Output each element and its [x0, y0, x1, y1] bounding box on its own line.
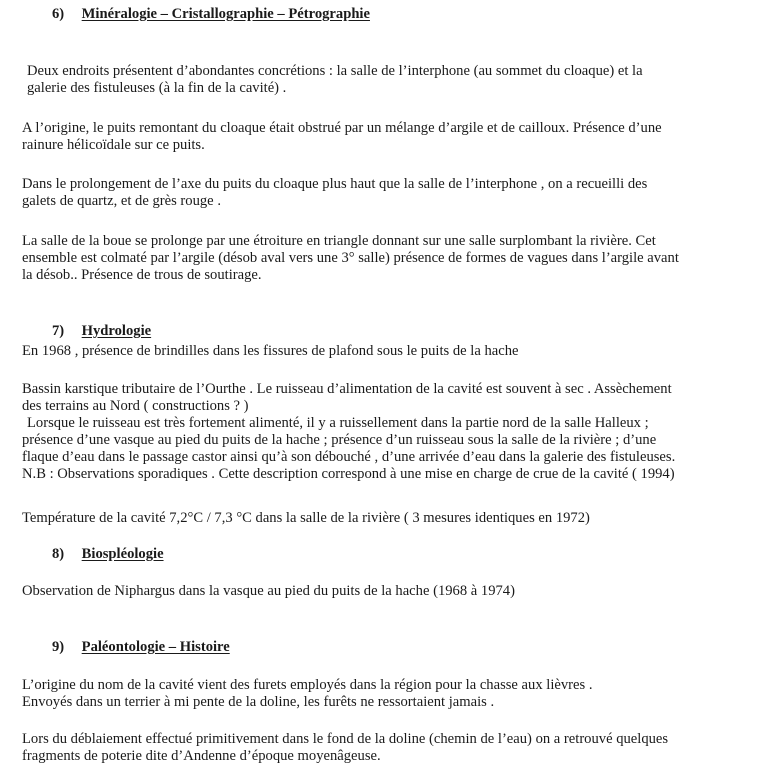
paragraph [27, 63, 767, 97]
text-line: Dans le prolongement de l’axe du puits du cloaque plus haut que la salle de l’interphone , on a recueilli des [22, 176, 648, 192]
section-title: Minéralogie – Cristallographie – Pétrographie [81, 6, 370, 22]
paragraph [22, 120, 762, 154]
section-title: Biospléologie [81, 546, 164, 562]
text-line: Deux endroits présentent d’abondantes concrétions : la salle de l’interphone (au sommet du cloaque) et la [27, 63, 643, 79]
text-line: fragments de poterie dite d’Andenne d’époque moyenâgeuse. [22, 748, 381, 764]
paragraph [22, 731, 762, 765]
text-line: L’origine du nom de la cavité vient des furets employés dans la région pour la chasse aux lièvres . [22, 677, 593, 693]
paragraph [22, 176, 762, 210]
text-line: Bassin karstique tributaire de l’Ourthe . Le ruisseau d’alimentation de la cavité est souvent à sec . Assèchement [22, 381, 672, 397]
section-heading-mineralogie [52, 6, 370, 23]
section-heading-hydrologie [52, 323, 151, 340]
paragraph [22, 510, 762, 527]
section-heading-biospeleologie [52, 546, 164, 563]
section-title: Hydrologie [81, 323, 152, 339]
text-line: flaque d’eau dans le passage castor ainsi qu’à son débouché , d’une arrivée d’eau dans la galerie des fistuleuses. [22, 449, 676, 465]
paragraph [22, 233, 762, 284]
section-number: 6) [52, 6, 65, 22]
section-number: 7) [52, 323, 65, 339]
text-line: En 1968 , présence de brindilles dans les fissures de plafond sous le puits de la hache [22, 343, 519, 359]
text-line: la désob.. Présence de trous de soutirage. [22, 267, 262, 283]
section-title: Paléontologie – Histoire [81, 639, 230, 655]
paragraph [22, 343, 762, 360]
text-line: Température de la cavité 7,2°C / 7,3 °C dans la salle de la rivière ( 3 mesures identiques en 1972) [22, 510, 590, 526]
text-line: galerie des fistuleuses (à la fin de la cavité) . [27, 80, 287, 96]
text-line: rainure hélicoïdale sur ce puits. [22, 137, 205, 153]
section-heading-paleontologie [52, 639, 230, 656]
text-line: Observation de Niphargus dans la vasque au pied du puits de la hache (1968 à 1974) [22, 583, 515, 599]
text-line: N.B : Observations sporadiques . Cette description correspond à une mise en charge de crue de la cavité ( 1994) [22, 466, 675, 482]
paragraph [22, 677, 762, 711]
text-line: Envoyés dans un terrier à mi pente de la doline, les furêts ne ressortaient jamais . [22, 694, 495, 710]
text-line: ensemble est colmaté par l’argile (désob aval vers une 3° salle) présence de formes de vagues dans l’argile avant [22, 250, 679, 266]
text-line: Lors du déblaiement effectué primitivement dans le fond de la doline (chemin de l’eau) on a retrouvé quelques [22, 731, 669, 747]
paragraph [22, 381, 762, 483]
section-number: 9) [52, 639, 65, 655]
text-line: La salle de la boue se prolonge par une étroiture en triangle donnant sur une salle surplombant la rivière. Cet [22, 233, 656, 249]
text-line: galets de quartz, et de grès rouge . [22, 193, 221, 209]
text-line: A l’origine, le puits remontant du cloaque était obstrué par un mélange d’argile et de cailloux. Présence d’une [22, 120, 662, 136]
section-number: 8) [52, 546, 65, 562]
text-line: des terrains au Nord ( constructions ? ) [22, 398, 249, 414]
paragraph [22, 583, 762, 600]
text-line: Lorsque le ruisseau est très fortement alimenté, il y a ruissellement dans la partie nord de la salle Halleux ; [27, 415, 649, 431]
text-line: présence d’une vasque au pied du puits de la hache ; présence d’un ruisseau sous la salle de la rivière ; d’une [22, 432, 657, 448]
